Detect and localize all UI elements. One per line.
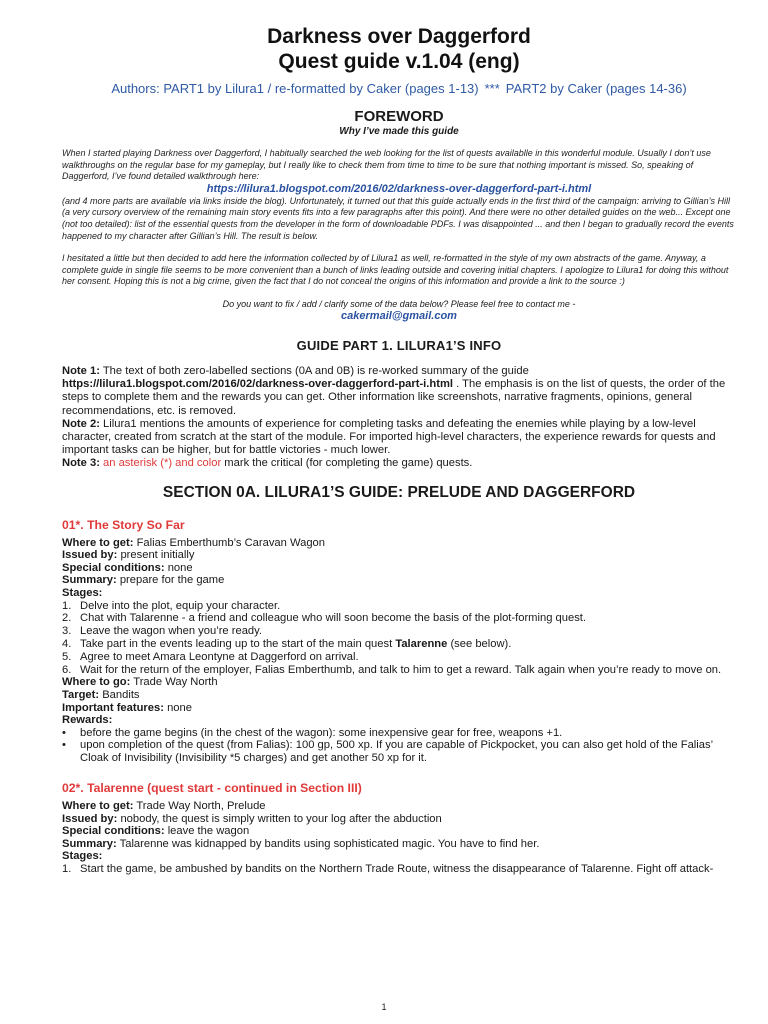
quest-01-stages-list bbox=[62, 600, 736, 677]
list-item: 3. Leave the wagon when you’re ready. bbox=[62, 625, 263, 638]
note-1 bbox=[62, 365, 736, 418]
note-3-text: mark the critical (for completing the game) quests. bbox=[224, 457, 473, 470]
part1-heading: GUIDE PART 1. LILURA1’S INFO bbox=[296, 337, 502, 353]
quest-01-where-to-go: Where to go: Trade Way North bbox=[62, 676, 218, 689]
authors-part2: PART2 by Caker (pages 14-36) bbox=[505, 81, 687, 96]
note-1-label: Note 1: bbox=[62, 364, 100, 377]
list-item: 6. Wait for the return of the employer, Falias Emberthumb, and talk to him to get a reward. Talk again when you’re ready to move on. bbox=[62, 663, 722, 676]
list-item: 2. Chat with Talarenne - a friend and colleague who will soon become the basis of the plot-forming quest. bbox=[62, 612, 587, 625]
list-item: 4. Take part in the events leading up to the start of the main quest Talarenne (see below). bbox=[62, 637, 512, 650]
quest-01-stages-label: Stages: bbox=[62, 586, 103, 599]
quest-02-stages-list bbox=[62, 863, 736, 876]
note-1-text-a: The text of both zero-labelled sections (0A and 0B) is re-worked summary of the guide bbox=[102, 364, 529, 377]
doc-title-line1: Darkness over Daggerford bbox=[267, 25, 531, 48]
list-item: 1. Delve into the plot, equip your character. bbox=[62, 599, 281, 612]
note-1-text-b: . The emphasis is on the list of quests, the order of the steps to complete them and the rewards you can get. Other information like screenshots, narrative fragments, opinions, general recommendations, etc. is removed. bbox=[62, 378, 726, 417]
foreword-paragraph-2: (and 4 more parts are available via links inside the blog). Unfortunately, it turned out that this guide actually ends in the first third of the campaign: arriving to Gillian’s Hill (a very cursory overview of the remaining main story events fits into a few paragraphs after this point). And there were no other detailed guides on the web... Except one (not too detailed): list of the essential quests from the developer in the form of downloadable PDFs. I was disappointed ... and then I began to gradually record the events happened to my character after Gillian’s Hill. The result is below. bbox=[62, 195, 734, 241]
note-2-text: Lilura1 mentions the amounts of experience for completing tasks and defeating the enemies while playing by a low-level character, created from scratch at the start of the module. For imported high-level characters, the experience rewards for quests and important tasks can be higher, but for battle victories - much lower. bbox=[62, 417, 716, 457]
quest-01-special: Special conditions: none bbox=[62, 561, 193, 574]
note-2-label: Note 2: bbox=[62, 417, 100, 430]
quest-01-rewards-label: Rewards: bbox=[62, 714, 113, 727]
note-3-label: Note 3: bbox=[62, 457, 100, 470]
quest-01-where: Where to get: Falias Emberthumb’s Caravan Wagon bbox=[62, 536, 325, 549]
quest-02-title: 02*. Talarenne (quest start - continued in Section III) bbox=[62, 781, 362, 796]
list-item: • before the game begins (in the chest of the wagon): some inexpensive gear for free, weapons +1. bbox=[62, 726, 563, 739]
quest-01-rewards-list bbox=[62, 727, 736, 765]
quest-02-stages-label: Stages: bbox=[62, 850, 103, 863]
quest-02-summary: Summary: Talarenne was kidnapped by bandits using sophisticated magic. You have to find her. bbox=[62, 837, 540, 850]
note-3 bbox=[62, 457, 736, 470]
quest-01-target: Target: Bandits bbox=[62, 688, 140, 701]
quest-01-features: Important features: none bbox=[62, 701, 192, 714]
foreword-paragraph-3: I hesitated a little but then decided to add here the information collected by of Lilura1 as well, re-formatted in the style of my own abstracts of the game. Anyway, a complete guide in single file seems to be more convenient than a bunch of links leading outside and covering initial chapters. I apologize to Lilura1 for doing this without her consent. Hoping this is not a big crime, given the fact that I do not conceal the origins of this information and provide a link to the source :) bbox=[62, 253, 729, 287]
foreword-body bbox=[62, 148, 736, 322]
doc-title-line2: Quest guide v.1.04 (eng) bbox=[278, 50, 520, 73]
foreword-paragraph-1: When I started playing Darkness over Daggerford, I habitually searched the web looking for the list of quests availablle in this wonderful module. Usually I don’t use walkthroughs on the regular base for my gameplay, but I really like to check them from time to time to be sure that nothing important is missed. So, speaking of Daggerford, I’ve found detailed walkthrough here: bbox=[62, 148, 711, 182]
quest-02-issued: Issued by: nobody, the quest is simply written to your log after the abduction bbox=[62, 812, 442, 825]
foreword-heading: FOREWORD bbox=[354, 108, 444, 125]
notes-block bbox=[62, 365, 736, 471]
quest-01-issued: Issued by: present initially bbox=[62, 549, 195, 562]
note-1-link[interactable]: https://lilura1.blogspot.com/2016/02/darkness-over-daggerford-part-i.html bbox=[62, 378, 454, 391]
note-2 bbox=[62, 418, 736, 458]
list-item: 5. Agree to meet Amara Leontyne at Daggerford on arrival. bbox=[62, 650, 359, 663]
contact-line: Do you want to fix / add / clarify some of the data below? Please feel free to contact me - bbox=[222, 298, 576, 309]
authors-separator: *** bbox=[484, 81, 500, 96]
list-item: • upon completion of the quest (from Falias): 100 gp, 500 xp. If you are capable of Pickpocket, you can also get hold of the Falias’ Cloak of Invisibility (Invisibility *5 charges) and get another 50 xp for it. bbox=[62, 739, 713, 765]
list-item: 1. Start the game, be ambushed by bandits on the Northern Trade Route, witness the disappearance of Talarenne. Fight off attack- bbox=[62, 863, 714, 876]
section-0a-heading: SECTION 0A. LILURA1’S GUIDE: PRELUDE AND DAGGERFORD bbox=[162, 483, 636, 501]
foreword-subheading: Why I’ve made this guide bbox=[339, 126, 459, 137]
note-3-red-text: an asterisk (*) and color bbox=[103, 457, 222, 470]
quest-01-title: 01*. The Story So Far bbox=[62, 517, 185, 532]
quest-02-where: Where to get: Trade Way North, Prelude bbox=[62, 800, 266, 813]
page-number: 1 bbox=[381, 1002, 387, 1012]
quest-02-special: Special conditions: leave the wagon bbox=[62, 825, 250, 838]
quest-01-summary: Summary: prepare for the game bbox=[62, 574, 225, 587]
authors-line bbox=[62, 81, 736, 96]
contact-email-link[interactable]: cakermail@gmail.com bbox=[341, 309, 457, 322]
foreword-blog-link[interactable]: https://lilura1.blogspot.com/2016/02/darkness-over-daggerford-part-i.html bbox=[206, 182, 592, 195]
authors-part1: Authors: PART1 by Lilura1 / re-formatted by Caker (pages 1-13) bbox=[111, 81, 479, 96]
